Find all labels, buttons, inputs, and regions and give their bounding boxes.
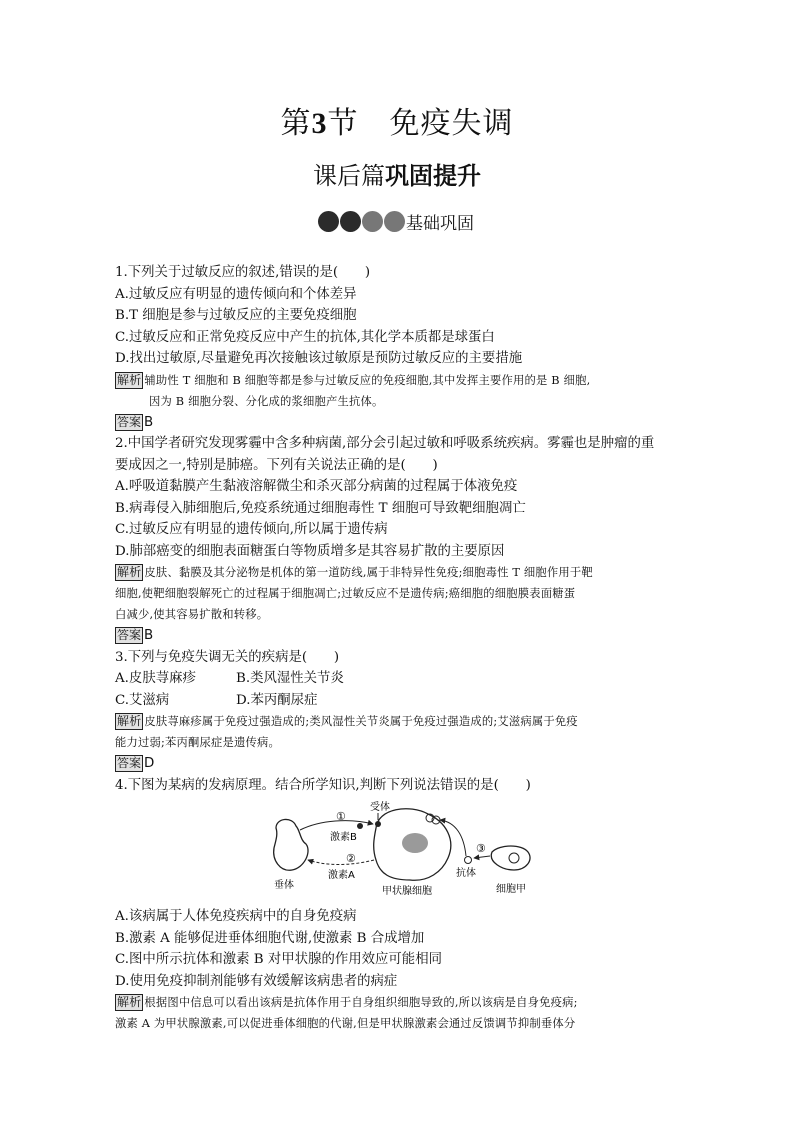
answer: [115, 412, 680, 434]
option-b: B.激素 A 能够促进垂体细胞代谢,使激素 B 合成增加: [115, 930, 425, 946]
option-a: A.过敏反应有明显的遗传倾向和个体差异: [115, 286, 357, 302]
step-1: ①: [336, 810, 346, 823]
receptor-icon: [375, 821, 381, 827]
question-stem: 要成因之一,特别是肺癌。下列有关说法正确的是( ): [115, 457, 438, 473]
label-thyroid: 甲状腺细胞: [382, 886, 432, 897]
explanation-line: 激素 A 为甲状腺激素,可以促进垂体细胞的代谢,但是甲状腺激素会通过反馈调节抑制垂体分: [115, 1017, 576, 1030]
title-number: 3: [311, 107, 328, 140]
level-dot-icon: [362, 211, 383, 232]
level-dot-icon: [340, 211, 361, 232]
cell-jia-nucleus: [509, 853, 519, 863]
option-c: C.过敏反应有明显的遗传倾向,所以属于遗传病: [115, 522, 388, 537]
explanation-tag: 解析: [117, 995, 142, 1009]
explanation-line: 白减少,使其容易扩散和转移。: [115, 608, 269, 621]
option-b: B.病毒侵入肺细胞后,免疫系统通过细胞毒性 T 细胞可导致靶细胞凋亡: [115, 500, 526, 516]
answer: [115, 625, 680, 647]
answer-tag: 答案: [117, 414, 142, 429]
section-header: [318, 208, 474, 234]
question-stem: 2.中国学者研究发现雾霾中含多种病菌,部分会引起过敏和呼吸系统疾病。雾霾也是肿瘤的重: [115, 436, 655, 451]
option-c: C.过敏反应和正常免疫反应中产生的抗体,其化学本质都是球蛋白: [115, 329, 495, 345]
answer: [115, 753, 680, 775]
question-3: [115, 647, 680, 775]
antibody-icon: [465, 857, 472, 864]
title-suffix: 节 免疫失调: [327, 106, 514, 141]
option-a: A.呼吸道黏膜产生黏液溶解微尘和杀灭部分病菌的过程属于体液免疫: [115, 479, 518, 494]
disease-mechanism-diagram: [115, 800, 680, 900]
answer-tag: 答案: [117, 628, 142, 642]
label-receptor: 受体: [370, 802, 390, 813]
label-hormone-a: 激素A: [328, 870, 355, 881]
explanation: [115, 370, 680, 391]
option-b: B.类风湿性关节炎: [236, 671, 344, 686]
cell-jia-shape: [491, 846, 530, 870]
step-2: ②: [346, 852, 356, 865]
question-4: [115, 775, 680, 1035]
explanation-line: 皮肤、黏膜及其分泌物是机体的第一道防线,属于非特异性免疫;细胞毒性 T 细胞作用于靶: [144, 566, 593, 579]
explanation: [115, 992, 680, 1013]
answer-value: B: [144, 414, 154, 430]
option-d: D.苯丙酮尿症: [236, 692, 318, 708]
section-label: 基础巩固: [406, 213, 474, 234]
level-dot-icon: [384, 211, 405, 232]
arrow-hormone-a: [308, 860, 374, 865]
explanation: [115, 562, 680, 583]
question-2: [115, 433, 680, 647]
page-title: [0, 98, 794, 142]
thyroid-nucleus: [402, 833, 428, 853]
explanation-line: 皮肤荨麻疹属于免疫过强造成的;类风湿性关节炎属于免疫过强造成的;艾滋病属于免疫: [144, 715, 578, 728]
option-a: A.皮肤荨麻疹: [115, 671, 196, 686]
explanation-tag: 解析: [117, 372, 142, 387]
explanation: [115, 711, 680, 732]
explanation-line: 因为 B 细胞分裂、分化成的浆细胞产生抗体。: [149, 394, 384, 408]
question-stem: 4.下图为某病的发病原理。结合所学知识,判断下列说法错误的是( ): [115, 777, 531, 793]
option-row: [115, 690, 680, 712]
page-subtitle: [0, 156, 794, 191]
answer-value: D: [144, 756, 155, 771]
hormone-b-dot: [357, 823, 363, 829]
title-prefix: 第: [280, 106, 312, 141]
explanation-line: 能力过弱;苯丙酮尿症是遗传病。: [115, 736, 280, 749]
level-dot-icon: [318, 211, 339, 232]
arrow-step-3: [474, 856, 490, 858]
option-d: D.肺部癌变的细胞表面糖蛋白等物质增多是其容易扩散的主要原因: [115, 543, 505, 559]
option-row: [115, 668, 680, 690]
option-a: A.该病属于人体免疫疾病中的自身免疫病: [115, 909, 357, 924]
explanation-line: 辅助性 T 细胞和 B 细胞等都是参与过敏反应的免疫细胞,其中发挥主要作用的是 B 细胞,: [144, 373, 591, 387]
subtitle-bold: 巩固提升: [385, 162, 481, 190]
pituitary-shape: [274, 819, 308, 870]
option-c: C.艾滋病: [115, 692, 170, 708]
question-list: [115, 262, 680, 1034]
label-antibody: 抗体: [456, 868, 476, 879]
explanation-tag: 解析: [117, 714, 142, 728]
option-b: B.T 细胞是参与过敏反应的主要免疫细胞: [115, 308, 357, 323]
subtitle-normal: 课后篇: [313, 162, 385, 190]
question-1: [115, 262, 680, 433]
step-3: ③: [476, 842, 486, 855]
option-d: D.使用免疫抑制剂能够有效缓解该病患者的病症: [115, 973, 398, 989]
option-c: C.图中所示抗体和激素 B 对甲状腺的作用效应可能相同: [115, 952, 442, 967]
explanation-line: 细胞,使靶细胞裂解死亡的过程属于细胞凋亡;过敏反应不是遗传病;癌细胞的细胞膜表面糖蛋: [115, 587, 576, 600]
answer-value: B: [144, 628, 154, 643]
option-d: D.找出过敏原,尽量避免再次接触该过敏原是预防过敏反应的主要措施: [115, 351, 523, 366]
diagram-svg: [270, 800, 540, 900]
answer-tag: 答案: [117, 756, 142, 770]
label-hormone-b: 激素B: [330, 832, 357, 843]
explanation-line: 根据图中信息可以看出该病是抗体作用于自身组织细胞导致的,所以该病是自身免疫病;: [144, 996, 578, 1009]
explanation-tag: 解析: [117, 565, 142, 579]
question-stem: 1.下列关于过敏反应的叙述,错误的是( ): [115, 265, 371, 280]
question-stem: 3.下列与免疫失调无关的疾病是( ): [115, 649, 340, 665]
label-cell-jia: 细胞甲: [496, 884, 526, 895]
label-pituitary: 垂体: [274, 880, 294, 891]
